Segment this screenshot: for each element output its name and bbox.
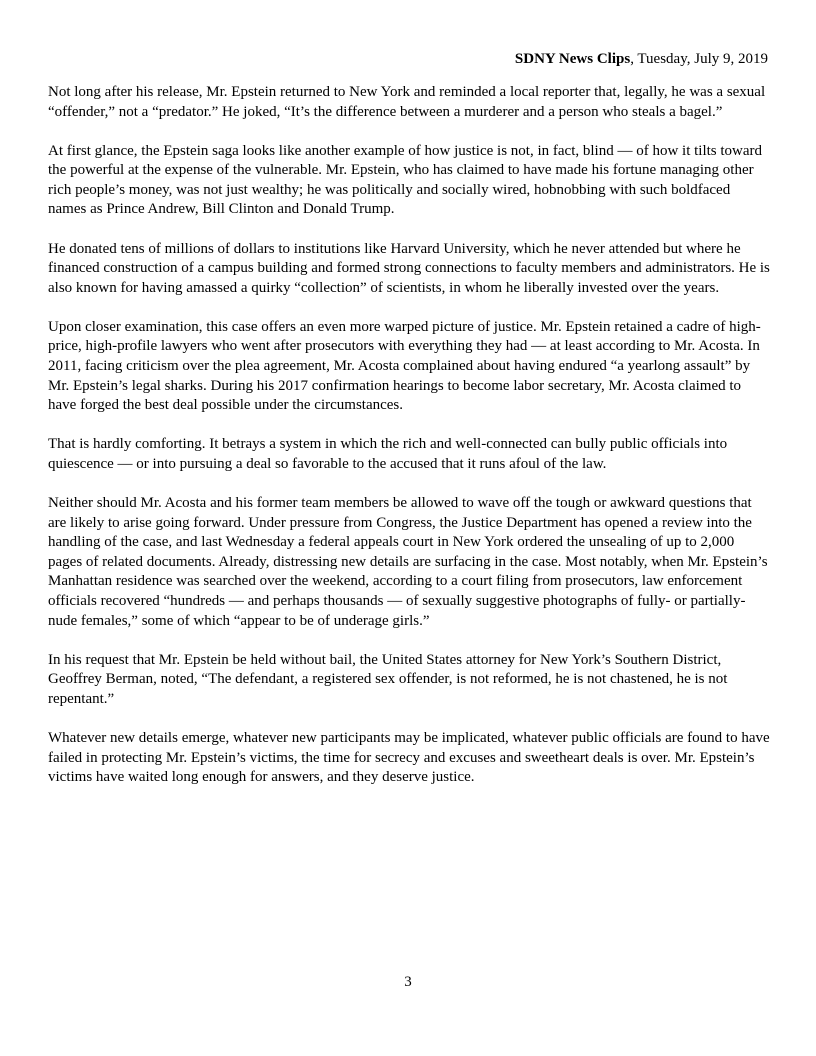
page-header (515, 49, 768, 69)
paragraph-acosta-review: Neither should Mr. Acosta and his former team members be allowed to wave off the tough or awkward questions that are likely to arise going forward. Under pressure from Congress, the Justice Department has opened a review into the handling of the case, and last Wednesday a federal appeals court in New York ordered the unsealing of up to 2,000 pages of related documents. Already, distressing new details are surfacing in the case. Most notably, when Mr. Epstein’s Manhattan residence was searched over the weekend, according to a court filing from prosecutors, law enforcement officials recovered “hundreds — and perhaps thousands — of sexually suggestive photographs of fully- or partially-nude females,” some of which “appear to be of underage girls.” (48, 495, 768, 629)
paragraph-first-glance: At first glance, the Epstein saga looks like another example of how justice is not, in fact, blind — of how it tilts toward the powerful at the expense of the vulnerable. Mr. Epstein, who has claimed to have made his fortune managing other rich people’s money, was not just wealthy; he was politically and socially wired, hobnobbing with such boldfaced names as Prince Andrew, Bill Clinton and Donald Trump. (48, 142, 763, 218)
article-body (48, 83, 770, 807)
paragraph-bail-request: In his request that Mr. Epstein be held without bail, the United States attorney for New York’s Southern District, Geoffrey Berman, noted, “The defendant, a registered sex offender, is not reformed, he is not chastened, he is not repentant.” (48, 651, 728, 707)
paragraph-closer-examination: Upon closer examination, this case offers an even more warped picture of justice. Mr. Epstein retained a cadre of high-price, high-profile lawyers who went after prosecutors with everything they had — at least according to Mr. Acosta. In 2011, facing criticism over the plea agreement, Mr. Acosta complained about having endured “a yearlong assault” by Mr. Epstein’s legal sharks. During his 2017 confirmation hearings to become labor secretary, Mr. Acosta claimed to have forged the best deal possible under the circumstances. (48, 318, 761, 414)
header-date: , Tuesday, July 9, 2019 (630, 51, 768, 67)
page-number: 3 (404, 974, 412, 990)
publication-name: SDNY News Clips (514, 51, 631, 67)
paragraph-hardly-comforting: That is hardly comforting. It betrays a system in which the rich and well-connected can bully public officials into quiescence — or into pursuing a deal so favorable to the accused that it runs afoul of the law. (48, 436, 728, 472)
paragraph-conclusion: Whatever new details emerge, whatever new participants may be implicated, whatever public officials are found to have failed in protecting Mr. Epstein’s victims, the time for secrecy and excuses and sweetheart deals is over. Mr. Epstein’s victims have waited long enough for answers, and they deserve justice. (48, 729, 770, 786)
paragraph-release: Not long after his release, Mr. Epstein returned to New York and reminded a local reporter that, legally, he was a sexual “offender,” not a “predator.” He joked, “It’s the difference between a murderer and a person who steals a bagel.” (48, 84, 766, 120)
paragraph-donations: He donated tens of millions of dollars to institutions like Harvard University, which he never attended but where he financed construction of a campus building and formed strong connections to faculty members and administrators. He is also known for having amassed a quirky “collection” of scientists, in whom he liberally invested over the years. (48, 240, 770, 296)
